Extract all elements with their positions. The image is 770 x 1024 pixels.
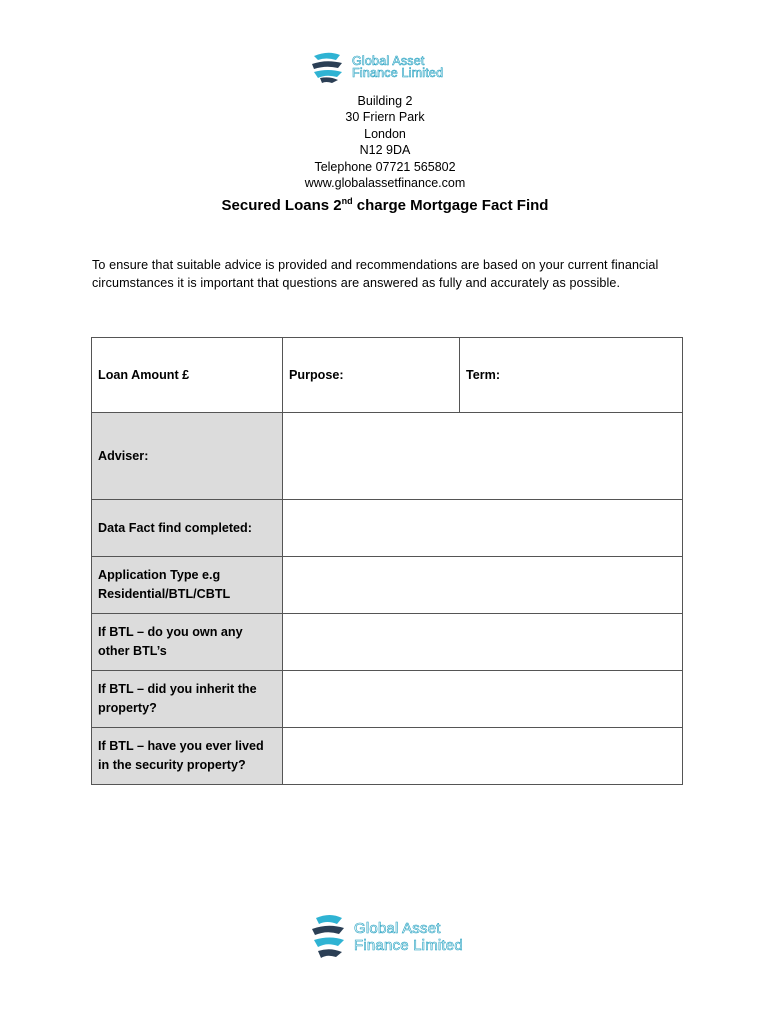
address-line: 30 Friern Park — [345, 110, 425, 125]
logo-wordmark: Global Asset Finance Limited — [354, 919, 463, 954]
table-row — [92, 614, 683, 671]
company-logo-bottom — [310, 912, 463, 962]
logo-swirl-icon — [310, 912, 348, 962]
term-field[interactable] — [460, 338, 683, 413]
purpose-field[interactable] — [283, 338, 460, 413]
btl-own-other-label: If BTL – do you own any other BTL’s — [92, 614, 283, 671]
table-row — [92, 413, 683, 500]
address-postcode: N12 9DA — [359, 143, 411, 158]
application-type-field[interactable] — [283, 557, 683, 614]
btl-lived-label: If BTL – have you ever lived in the security property? — [92, 728, 283, 785]
company-address — [0, 93, 770, 191]
purpose-label: Purpose: — [289, 368, 344, 382]
btl-inherit-field[interactable] — [283, 671, 683, 728]
data-fact-find-label: Data Fact find completed: — [92, 500, 283, 557]
document-title: Secured Loans 2nd charge Mortgage Fact Find — [221, 196, 549, 214]
fact-find-table — [91, 337, 683, 785]
loan-amount-field[interactable] — [92, 338, 283, 413]
table-row — [92, 500, 683, 557]
logo-swirl-icon — [310, 50, 346, 84]
company-logo-top — [310, 50, 443, 84]
adviser-label: Adviser: — [92, 413, 283, 500]
table-row — [92, 728, 683, 785]
btl-own-other-field[interactable] — [283, 614, 683, 671]
logo-wordmark: Global Asset Finance Limited — [352, 53, 444, 80]
application-type-label: Application Type e.g Residential/BTL/CBTL — [92, 557, 283, 614]
adviser-field[interactable] — [283, 413, 683, 500]
address-line: London — [364, 126, 406, 141]
table-row — [92, 557, 683, 614]
btl-inherit-label: If BTL – did you inherit the property? — [92, 671, 283, 728]
table-row — [92, 671, 683, 728]
table-row — [92, 338, 683, 413]
address-website: www.globalassetfinance.com — [304, 176, 466, 191]
intro-paragraph: To ensure that suitable advice is provided and recommendations are based on your current financial circumstances it is important that questions are answered as fully and accurately as possible. — [92, 258, 659, 290]
btl-lived-field[interactable] — [283, 728, 683, 785]
term-label: Term: — [466, 368, 501, 382]
loan-amount-label: Loan Amount £ — [98, 368, 190, 382]
data-fact-find-field[interactable] — [283, 500, 683, 557]
address-line: Building 2 — [357, 94, 413, 108]
address-phone: Telephone 07721 565802 — [314, 159, 456, 174]
